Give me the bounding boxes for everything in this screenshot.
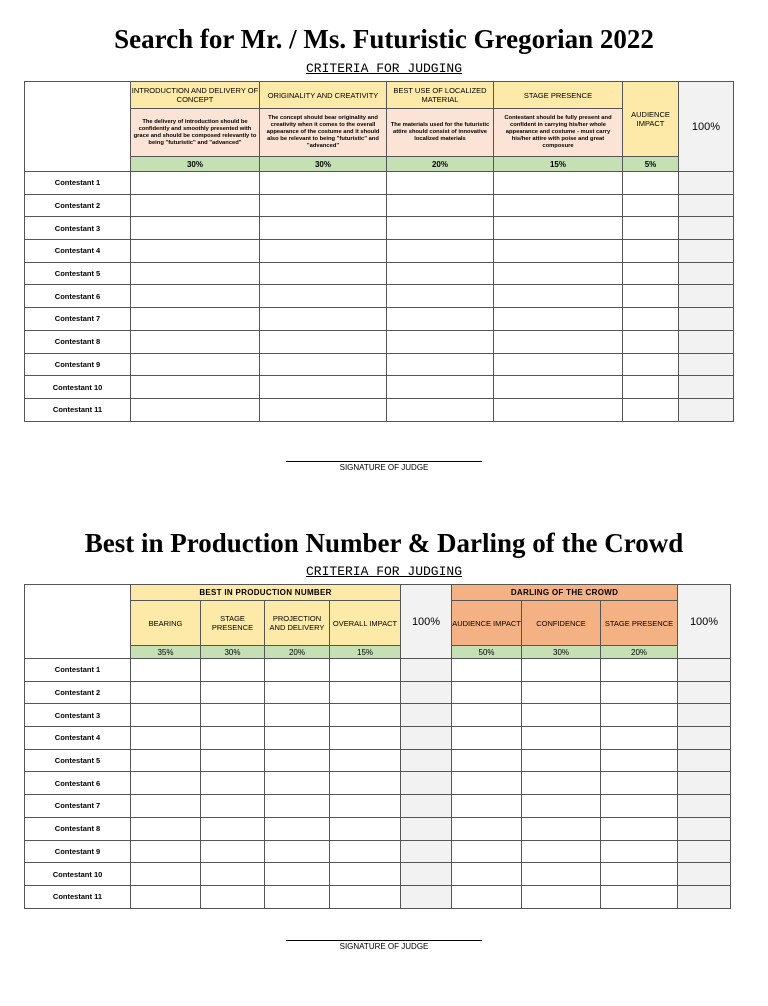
score-cell[interactable] bbox=[387, 172, 494, 195]
score-cell[interactable] bbox=[601, 885, 678, 908]
total-score-cell[interactable] bbox=[401, 704, 452, 727]
score-cell[interactable] bbox=[330, 840, 401, 863]
score-cell[interactable] bbox=[201, 659, 265, 682]
score-cell[interactable] bbox=[522, 840, 601, 863]
score-cell[interactable] bbox=[131, 398, 260, 421]
score-cell[interactable] bbox=[601, 817, 678, 840]
contestant-name: Contestant 5 bbox=[25, 749, 131, 772]
score-cell[interactable] bbox=[387, 217, 494, 240]
criterion-percent: 30% bbox=[522, 646, 601, 659]
score-cell[interactable] bbox=[623, 376, 679, 399]
criterion-header: STAGE PRESENCE bbox=[201, 601, 265, 646]
score-cell[interactable] bbox=[260, 308, 387, 331]
score-cell[interactable] bbox=[131, 885, 201, 908]
score-cell[interactable] bbox=[131, 240, 260, 263]
criterion-header: BEARING bbox=[131, 601, 201, 646]
total-score-cell[interactable] bbox=[401, 772, 452, 795]
criterion-percent: 30% bbox=[201, 646, 265, 659]
total-score-cell[interactable] bbox=[678, 727, 731, 750]
table-row bbox=[25, 863, 731, 886]
score-cell[interactable] bbox=[131, 262, 260, 285]
total-score-cell[interactable] bbox=[679, 194, 734, 217]
table-row bbox=[25, 727, 731, 750]
score-cell[interactable] bbox=[452, 681, 522, 704]
score-cell[interactable] bbox=[387, 376, 494, 399]
score-cell[interactable] bbox=[494, 308, 623, 331]
score-cell[interactable] bbox=[201, 795, 265, 818]
table-row bbox=[25, 704, 731, 727]
total-header: 100% bbox=[401, 585, 452, 659]
table-row bbox=[25, 795, 731, 818]
score-cell[interactable] bbox=[522, 863, 601, 886]
score-cell[interactable] bbox=[265, 659, 330, 682]
score-cell[interactable] bbox=[201, 681, 265, 704]
score-cell[interactable] bbox=[387, 353, 494, 376]
contestant-name: Contestant 7 bbox=[25, 308, 131, 331]
criterion-percent: 30% bbox=[131, 157, 260, 172]
total-score-cell[interactable] bbox=[679, 376, 734, 399]
criterion-header: PROJECTION AND DELIVERY bbox=[265, 601, 330, 646]
corner-cell bbox=[25, 82, 131, 172]
score-cell[interactable] bbox=[452, 749, 522, 772]
score-cell[interactable] bbox=[330, 772, 401, 795]
score-cell[interactable] bbox=[330, 704, 401, 727]
contestant-name: Contestant 6 bbox=[25, 285, 131, 308]
contestant-name: Contestant 4 bbox=[25, 727, 131, 750]
criterion-header: CONFIDENCE bbox=[522, 601, 601, 646]
score-cell[interactable] bbox=[494, 194, 623, 217]
contestant-name: Contestant 1 bbox=[25, 172, 131, 195]
score-cell[interactable] bbox=[265, 704, 330, 727]
signature-line bbox=[286, 461, 482, 462]
score-cell[interactable] bbox=[131, 840, 201, 863]
contestant-name: Contestant 10 bbox=[25, 863, 131, 886]
score-cell[interactable] bbox=[387, 194, 494, 217]
score-cell[interactable] bbox=[494, 262, 623, 285]
total-score-cell[interactable] bbox=[401, 863, 452, 886]
score-cell[interactable] bbox=[601, 704, 678, 727]
total-score-cell[interactable] bbox=[679, 262, 734, 285]
criterion-description: The delivery of introduction should be confidently and smoothly presented with grace and should be composed relevantly to being "futuristic" and "advanced" bbox=[131, 109, 260, 157]
total-score-cell[interactable] bbox=[401, 681, 452, 704]
contestant-name: Contestant 1 bbox=[25, 659, 131, 682]
criterion-percent: 30% bbox=[260, 157, 387, 172]
criterion-description: The concept should bear originality and creativity when it comes to the overall appearance of the costume and it should also be relevant to being "futuristic" and "advanced" bbox=[260, 109, 387, 157]
score-cell[interactable] bbox=[494, 217, 623, 240]
total-score-cell[interactable] bbox=[678, 885, 731, 908]
total-score-cell[interactable] bbox=[678, 681, 731, 704]
criterion-percent: 15% bbox=[494, 157, 623, 172]
total-score-cell[interactable] bbox=[678, 840, 731, 863]
score-cell[interactable] bbox=[201, 885, 265, 908]
score-cell[interactable] bbox=[131, 376, 260, 399]
table-row bbox=[25, 240, 734, 263]
score-cell[interactable] bbox=[623, 398, 679, 421]
criterion-percent: 20% bbox=[601, 646, 678, 659]
score-cell[interactable] bbox=[131, 285, 260, 308]
score-cell[interactable] bbox=[330, 749, 401, 772]
table-row bbox=[25, 262, 734, 285]
score-cell[interactable] bbox=[131, 172, 260, 195]
criterion-header: AUDIENCE IMPACT bbox=[623, 82, 679, 157]
score-cell[interactable] bbox=[601, 795, 678, 818]
total-score-cell[interactable] bbox=[679, 285, 734, 308]
score-cell[interactable] bbox=[522, 704, 601, 727]
score-cell[interactable] bbox=[265, 727, 330, 750]
contestant-name: Contestant 10 bbox=[25, 376, 131, 399]
total-score-cell[interactable] bbox=[678, 704, 731, 727]
criterion-description: Contestant should be fully present and confident in carrying his/her whole appearance and costume - must carry his/her attire with poise and great composure bbox=[494, 109, 623, 157]
score-cell[interactable] bbox=[131, 353, 260, 376]
score-cell[interactable] bbox=[387, 262, 494, 285]
score-cell[interactable] bbox=[330, 727, 401, 750]
score-cell[interactable] bbox=[201, 772, 265, 795]
score-cell[interactable] bbox=[387, 240, 494, 263]
score-cell[interactable] bbox=[522, 772, 601, 795]
total-header: 100% bbox=[678, 585, 731, 659]
contestant-name: Contestant 8 bbox=[25, 330, 131, 353]
total-score-cell[interactable] bbox=[679, 330, 734, 353]
score-cell[interactable] bbox=[452, 727, 522, 750]
total-score-cell[interactable] bbox=[679, 398, 734, 421]
score-cell[interactable] bbox=[330, 885, 401, 908]
score-cell[interactable] bbox=[623, 330, 679, 353]
signature-line bbox=[286, 940, 482, 941]
score-cell[interactable] bbox=[494, 398, 623, 421]
score-cell[interactable] bbox=[330, 659, 401, 682]
score-cell[interactable] bbox=[623, 194, 679, 217]
total-score-cell[interactable] bbox=[679, 240, 734, 263]
criterion-percent: 35% bbox=[131, 646, 201, 659]
table-row bbox=[25, 659, 731, 682]
table-row bbox=[25, 217, 734, 240]
score-cell[interactable] bbox=[265, 885, 330, 908]
contestant-name: Contestant 5 bbox=[25, 262, 131, 285]
score-cell[interactable] bbox=[494, 376, 623, 399]
score-cell[interactable] bbox=[452, 817, 522, 840]
score-cell[interactable] bbox=[265, 772, 330, 795]
score-cell[interactable] bbox=[494, 330, 623, 353]
score-cell[interactable] bbox=[623, 172, 679, 195]
contestant-name: Contestant 6 bbox=[25, 772, 131, 795]
criterion-header: OVERALL IMPACT bbox=[330, 601, 401, 646]
total-score-cell[interactable] bbox=[401, 659, 452, 682]
section1-subtitle: CRITERIA FOR JUDGING bbox=[305, 61, 463, 76]
criterion-header: STAGE PRESENCE bbox=[601, 601, 678, 646]
score-cell[interactable] bbox=[387, 308, 494, 331]
score-cell[interactable] bbox=[522, 749, 601, 772]
criterion-header: BEST USE OF LOCALIZED MATERIAL bbox=[387, 82, 494, 109]
score-cell[interactable] bbox=[260, 194, 387, 217]
contestant-name: Contestant 4 bbox=[25, 240, 131, 263]
contestant-name: Contestant 8 bbox=[25, 817, 131, 840]
table-row bbox=[25, 285, 734, 308]
score-cell[interactable] bbox=[131, 817, 201, 840]
score-cell[interactable] bbox=[265, 817, 330, 840]
score-cell[interactable] bbox=[131, 217, 260, 240]
total-score-cell[interactable] bbox=[678, 817, 731, 840]
criterion-header: AUDIENCE IMPACT bbox=[452, 601, 522, 646]
section1-title: Search for Mr. / Ms. Futuristic Gregorian 2022 bbox=[114, 24, 654, 54]
criterion-percent: 5% bbox=[623, 157, 679, 172]
total-score-cell[interactable] bbox=[678, 659, 731, 682]
score-cell[interactable] bbox=[260, 285, 387, 308]
score-cell[interactable] bbox=[387, 398, 494, 421]
table-row bbox=[25, 749, 731, 772]
score-cell[interactable] bbox=[260, 240, 387, 263]
section2-subtitle: CRITERIA FOR JUDGING bbox=[305, 564, 463, 579]
contestant-name: Contestant 9 bbox=[25, 353, 131, 376]
table-row bbox=[25, 353, 734, 376]
score-cell[interactable] bbox=[131, 772, 201, 795]
score-cell[interactable] bbox=[201, 863, 265, 886]
criterion-percent: 50% bbox=[452, 646, 522, 659]
score-cell[interactable] bbox=[387, 330, 494, 353]
score-cell[interactable] bbox=[494, 172, 623, 195]
contestant-name: Contestant 11 bbox=[25, 398, 131, 421]
score-cell[interactable] bbox=[260, 353, 387, 376]
score-cell[interactable] bbox=[265, 840, 330, 863]
score-cell[interactable] bbox=[201, 817, 265, 840]
score-cell[interactable] bbox=[601, 749, 678, 772]
contestant-name: Contestant 7 bbox=[25, 795, 131, 818]
score-cell[interactable] bbox=[265, 795, 330, 818]
criterion-header: INTRODUCTION AND DELIVERY OF CONCEPT bbox=[131, 82, 260, 109]
table-row bbox=[25, 376, 734, 399]
score-cell[interactable] bbox=[131, 330, 260, 353]
total-score-cell[interactable] bbox=[679, 308, 734, 331]
total-score-cell[interactable] bbox=[678, 863, 731, 886]
score-cell[interactable] bbox=[522, 817, 601, 840]
score-cell[interactable] bbox=[623, 217, 679, 240]
total-score-cell[interactable] bbox=[678, 749, 731, 772]
score-cell[interactable] bbox=[131, 863, 201, 886]
score-cell[interactable] bbox=[330, 795, 401, 818]
score-cell[interactable] bbox=[260, 330, 387, 353]
group-heading-darling: DARLING OF THE CROWD bbox=[452, 585, 678, 601]
score-cell[interactable] bbox=[452, 659, 522, 682]
score-cell[interactable] bbox=[131, 749, 201, 772]
criterion-header: ORIGINALITY AND CREATIVITY bbox=[260, 82, 387, 109]
score-cell[interactable] bbox=[452, 795, 522, 818]
score-cell[interactable] bbox=[522, 681, 601, 704]
total-score-cell[interactable] bbox=[401, 885, 452, 908]
total-score-cell[interactable] bbox=[401, 727, 452, 750]
total-score-cell[interactable] bbox=[401, 840, 452, 863]
score-cell[interactable] bbox=[623, 262, 679, 285]
score-cell[interactable] bbox=[601, 727, 678, 750]
score-cell[interactable] bbox=[494, 353, 623, 376]
contestant-name: Contestant 9 bbox=[25, 840, 131, 863]
total-score-cell[interactable] bbox=[401, 817, 452, 840]
score-cell[interactable] bbox=[623, 308, 679, 331]
criterion-percent: 20% bbox=[265, 646, 330, 659]
table-row bbox=[25, 772, 731, 795]
score-cell[interactable] bbox=[452, 885, 522, 908]
score-cell[interactable] bbox=[131, 681, 201, 704]
score-cell[interactable] bbox=[260, 172, 387, 195]
score-cell[interactable] bbox=[330, 681, 401, 704]
score-cell[interactable] bbox=[330, 863, 401, 886]
score-cell[interactable] bbox=[623, 353, 679, 376]
score-cell[interactable] bbox=[201, 727, 265, 750]
table-row bbox=[25, 194, 734, 217]
contestant-name: Contestant 3 bbox=[25, 704, 131, 727]
score-cell[interactable] bbox=[330, 817, 401, 840]
score-cell[interactable] bbox=[260, 376, 387, 399]
score-cell[interactable] bbox=[265, 863, 330, 886]
table-row bbox=[25, 398, 734, 421]
score-cell[interactable] bbox=[522, 795, 601, 818]
contestant-name: Contestant 2 bbox=[25, 681, 131, 704]
group-heading-production: BEST IN PRODUCTION NUMBER bbox=[131, 585, 401, 601]
criterion-percent: 20% bbox=[387, 157, 494, 172]
score-cell[interactable] bbox=[387, 285, 494, 308]
score-cell[interactable] bbox=[522, 659, 601, 682]
corner-cell bbox=[25, 585, 131, 659]
score-cell[interactable] bbox=[452, 840, 522, 863]
score-cell[interactable] bbox=[601, 840, 678, 863]
score-cell[interactable] bbox=[131, 727, 201, 750]
criterion-header: STAGE PRESENCE bbox=[494, 82, 623, 109]
table-row bbox=[25, 330, 734, 353]
score-cell[interactable] bbox=[131, 704, 201, 727]
contestant-name: Contestant 2 bbox=[25, 194, 131, 217]
score-cell[interactable] bbox=[452, 772, 522, 795]
score-cell[interactable] bbox=[201, 704, 265, 727]
total-score-cell[interactable] bbox=[679, 172, 734, 195]
score-cell[interactable] bbox=[522, 727, 601, 750]
table-row bbox=[25, 840, 731, 863]
score-cell[interactable] bbox=[131, 795, 201, 818]
score-cell[interactable] bbox=[265, 749, 330, 772]
score-cell[interactable] bbox=[131, 308, 260, 331]
criterion-percent: 15% bbox=[330, 646, 401, 659]
score-cell[interactable] bbox=[494, 240, 623, 263]
score-cell[interactable] bbox=[260, 217, 387, 240]
judging-table-1 bbox=[24, 81, 734, 422]
total-score-cell[interactable] bbox=[679, 353, 734, 376]
table-row bbox=[25, 172, 734, 195]
score-cell[interactable] bbox=[452, 863, 522, 886]
section2-title: Best in Production Number & Darling of the Crowd bbox=[84, 528, 684, 558]
score-cell[interactable] bbox=[623, 285, 679, 308]
score-cell[interactable] bbox=[623, 240, 679, 263]
signature-label: SIGNATURE OF JUDGE bbox=[339, 463, 429, 472]
total-score-cell[interactable] bbox=[678, 795, 731, 818]
total-header: 100% bbox=[679, 82, 734, 172]
score-cell[interactable] bbox=[601, 681, 678, 704]
total-score-cell[interactable] bbox=[401, 795, 452, 818]
table-row bbox=[25, 817, 731, 840]
score-cell[interactable] bbox=[522, 885, 601, 908]
score-cell[interactable] bbox=[452, 704, 522, 727]
score-cell[interactable] bbox=[260, 262, 387, 285]
total-score-cell[interactable] bbox=[679, 217, 734, 240]
judging-table-2 bbox=[24, 584, 731, 909]
score-cell[interactable] bbox=[131, 659, 201, 682]
score-cell[interactable] bbox=[601, 863, 678, 886]
contestant-name: Contestant 3 bbox=[25, 217, 131, 240]
criterion-description: The materials used for the futuristic attire should consist of innovative localized materials bbox=[387, 109, 494, 157]
score-cell[interactable] bbox=[494, 285, 623, 308]
score-cell[interactable] bbox=[201, 840, 265, 863]
total-score-cell[interactable] bbox=[401, 749, 452, 772]
table-row bbox=[25, 885, 731, 908]
score-cell[interactable] bbox=[265, 681, 330, 704]
score-cell[interactable] bbox=[601, 659, 678, 682]
score-cell[interactable] bbox=[260, 398, 387, 421]
table-row bbox=[25, 308, 734, 331]
contestant-name: Contestant 11 bbox=[25, 885, 131, 908]
score-cell[interactable] bbox=[601, 772, 678, 795]
signature-label: SIGNATURE OF JUDGE bbox=[339, 942, 429, 951]
score-cell[interactable] bbox=[131, 194, 260, 217]
total-score-cell[interactable] bbox=[678, 772, 731, 795]
table-row bbox=[25, 681, 731, 704]
score-cell[interactable] bbox=[201, 749, 265, 772]
